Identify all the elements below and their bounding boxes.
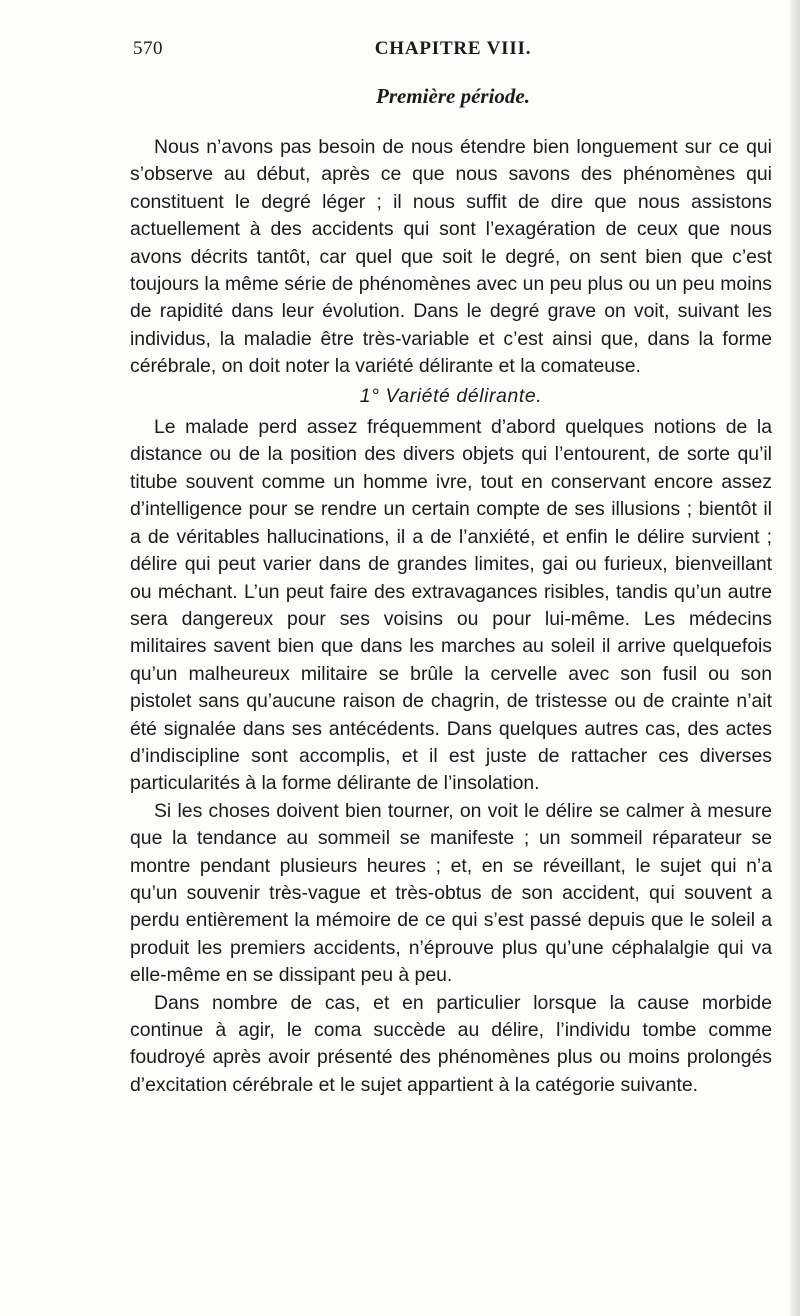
paragraph-coma: Dans nombre de cas, et en particulier lorsque la cause morbide continue à agir, le coma succède au délire, l’individu tombe comme foudroyé après avoir présenté des phénomènes plus ou moins prolongés d’excitation cérébrale et le sujet appartient à la catégorie suivante.: [130, 991, 772, 1096]
page-number: 570: [133, 38, 163, 59]
paragraph-recovery: Si les choses doivent bien tourner, on voit le délire se calmer à mesure que la tendance au sommeil se manifeste ; un sommeil réparateur se montre pendant plusieurs heures ; et, en se réveillant, le sujet qui n’a qu’un souvenir très-vague et très-obtus de son accident, qui souvent a perdu entièrement la mémoire de ce qui s’est passé depuis que le soleil a produit les premiers accidents, n’éprouve plus qu’une céphalalgie qui va elle-même en se dissipant peu à peu.: [130, 799, 772, 987]
paragraph-symptoms: Le malade perd assez fréquemment d’abord quelques notions de la distance ou de la position des divers objets qui l’entourent, de sorte qu’il titube souvent comme un homme ivre, tout en conservant encore assez d’intelligence pour se rendre un certain compte de ses illusions ; bientôt il a de véritables hallucinations, il a de l’anxiété, et enfin le délire survient ; délire qui peut varier dans de grandes limites, gai ou furieux, bienveillant ou méchant. L’un peut faire des extravagances risibles, tandis qu’un autre sera dangereux pour ses voisins ou pour lui-même. Les médecins militaires savent bien que dans les marches au soleil il arrive quelquefois qu’un malheureux militaire se brûle la cervelle avec son fusil ou son pistolet sans qu’aucune raison de chagrin, de tristesse ou de crainte n’ait été signalée dans ses antécédents. Dans quelques autres cas, des actes d’indiscipline sont accomplis, et il est juste de rattacher ces diverses particularités à la forme délirante de l’insolation.: [130, 416, 772, 795]
paragraph-intro: Nous n’avons pas besoin de nous étendre bien longuement sur ce qui s’observe au début, après ce que nous savons des phénomènes qui constituent le degré léger ; il nous suffit de dire que nous assistons actuellement à des accidents qui sont l’exagération de ceux que nous avons décrits tantôt, car quel que soit le degré, on sent bien que c’est toujours la même série de phénomènes avec un peu plus ou un peu moins de rapidité dans leur évolution. Dans le degré grave on voit, suivant les individus, la maladie être très-variable et c’est ainsi que, dans la forme cérébrale, on doit noter la variété délirante et la comateuse.: [130, 136, 772, 378]
page-header: [133, 38, 773, 68]
page-edge-shadow: [790, 0, 800, 1316]
body-text: [130, 134, 772, 1099]
subheading-variete-delirante: 1° Variété délirante.: [359, 384, 543, 407]
section-title: Première période.: [376, 84, 530, 108]
running-title: CHAPITRE VIII.: [374, 38, 532, 59]
